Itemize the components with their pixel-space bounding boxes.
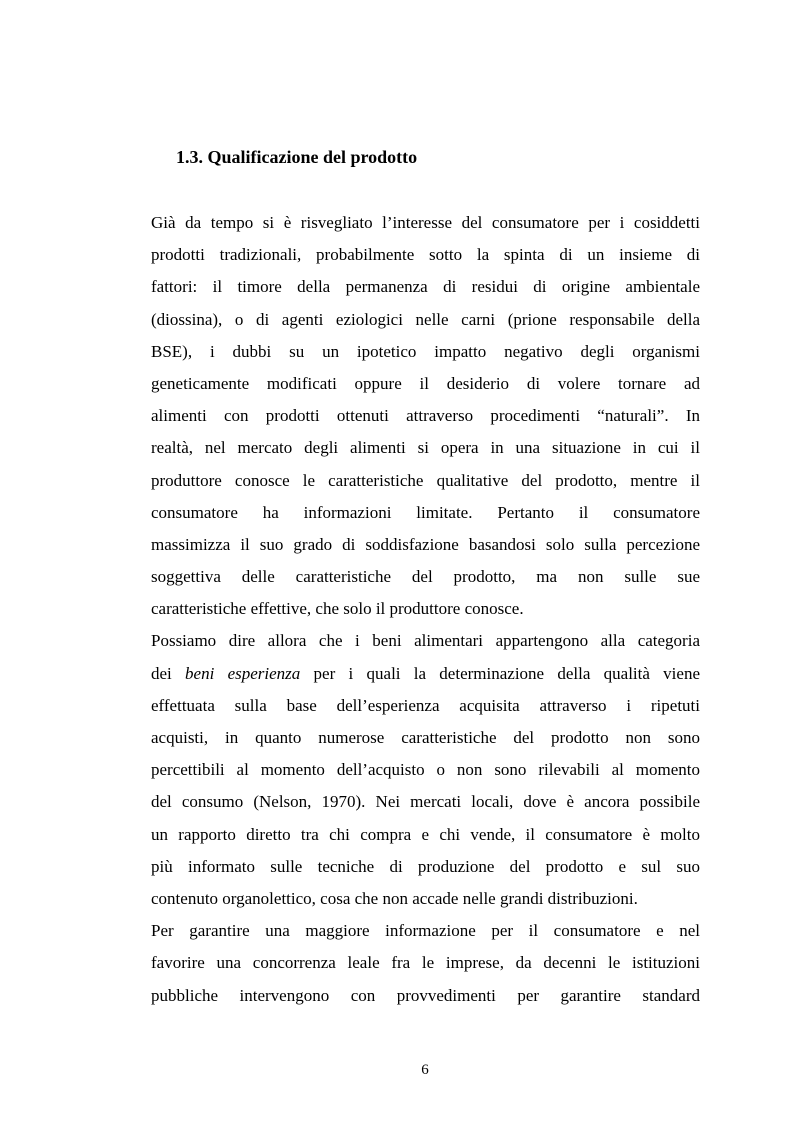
- text-line: (diossina), o di agenti eziologici nelle carni (prione responsabile della: [151, 309, 700, 329]
- page-number-text: 6: [421, 1062, 429, 1078]
- text-line: Possiamo dire allora che i beni alimentari appartengono alla categoria: [151, 631, 700, 651]
- text-line: effettuata sulla base dell’esperienza acquisita attraverso i ripetuti: [151, 695, 700, 715]
- paragraph-1: [151, 207, 700, 625]
- paragraph-3: [151, 915, 700, 1012]
- text-segment: dei: [151, 663, 186, 683]
- text-line: caratteristiche effettive, che solo il produttore conosce.: [151, 599, 524, 619]
- text-line: produttore conosce le caratteristiche qualitative del prodotto, mentre il: [151, 470, 700, 490]
- text-line: favorire una concorrenza leale fra le imprese, da decenni le istituzioni: [151, 953, 700, 973]
- text-line-with-emphasis: [151, 658, 700, 690]
- text-line: massimizza il suo grado di soddisfazione basandosi solo sulla percezione: [151, 534, 700, 554]
- text-line: del consumo (Nelson, 1970). Nei mercati locali, dove è ancora possibile: [151, 792, 700, 812]
- text-line: percettibili al momento dell’acquisto o non sono rilevabili al momento: [151, 760, 700, 780]
- text-line: contenuto organolettico, cosa che non accade nelle grandi distribuzioni.: [151, 888, 638, 908]
- text-line: fattori: il timore della permanenza di residui di origine ambientale: [151, 277, 700, 297]
- body-text: [151, 207, 700, 1012]
- text-line: più informato sulle tecniche di produzione del prodotto e sul suo: [151, 856, 700, 876]
- text-line: consumatore ha informazioni limitate. Pertanto il consumatore: [151, 502, 700, 522]
- text-line: realtà, nel mercato degli alimenti si opera in una situazione in cui il: [151, 438, 700, 458]
- page-number: [0, 1060, 793, 1080]
- text-segment: per i quali la determinazione della qualità viene: [300, 663, 700, 683]
- text-line: Per garantire una maggiore informazione per il consumatore e nel: [151, 921, 700, 941]
- text-line: un rapporto diretto tra chi compra e chi vende, il consumatore è molto: [151, 824, 700, 844]
- text-line: acquisti, in quanto numerose caratteristiche del prodotto non sono: [151, 728, 700, 747]
- text-line: alimenti con prodotti ottenuti attraverso procedimenti “naturali”. In: [151, 406, 700, 426]
- text-line: soggettiva delle caratteristiche del prodotto, ma non sulle sue: [151, 567, 700, 587]
- text-line: Già da tempo si è risvegliato l’interesse del consumatore per i cosiddetti: [151, 213, 700, 232]
- paragraph-2: [151, 625, 700, 915]
- text-line: BSE), i dubbi su un ipotetico impatto negativo degli organismi: [151, 341, 700, 361]
- text-line: geneticamente modificati oppure il desiderio di volere tornare ad: [151, 373, 700, 393]
- emphasis-term: beni esperienza: [185, 663, 301, 683]
- text-line: pubbliche intervengono con provvedimenti per garantire standard: [151, 985, 700, 1005]
- section-heading: 1.3. Qualificazione del prodotto: [176, 147, 418, 167]
- text-line: prodotti tradizionali, probabilmente sotto la spinta di un insieme di: [151, 245, 700, 265]
